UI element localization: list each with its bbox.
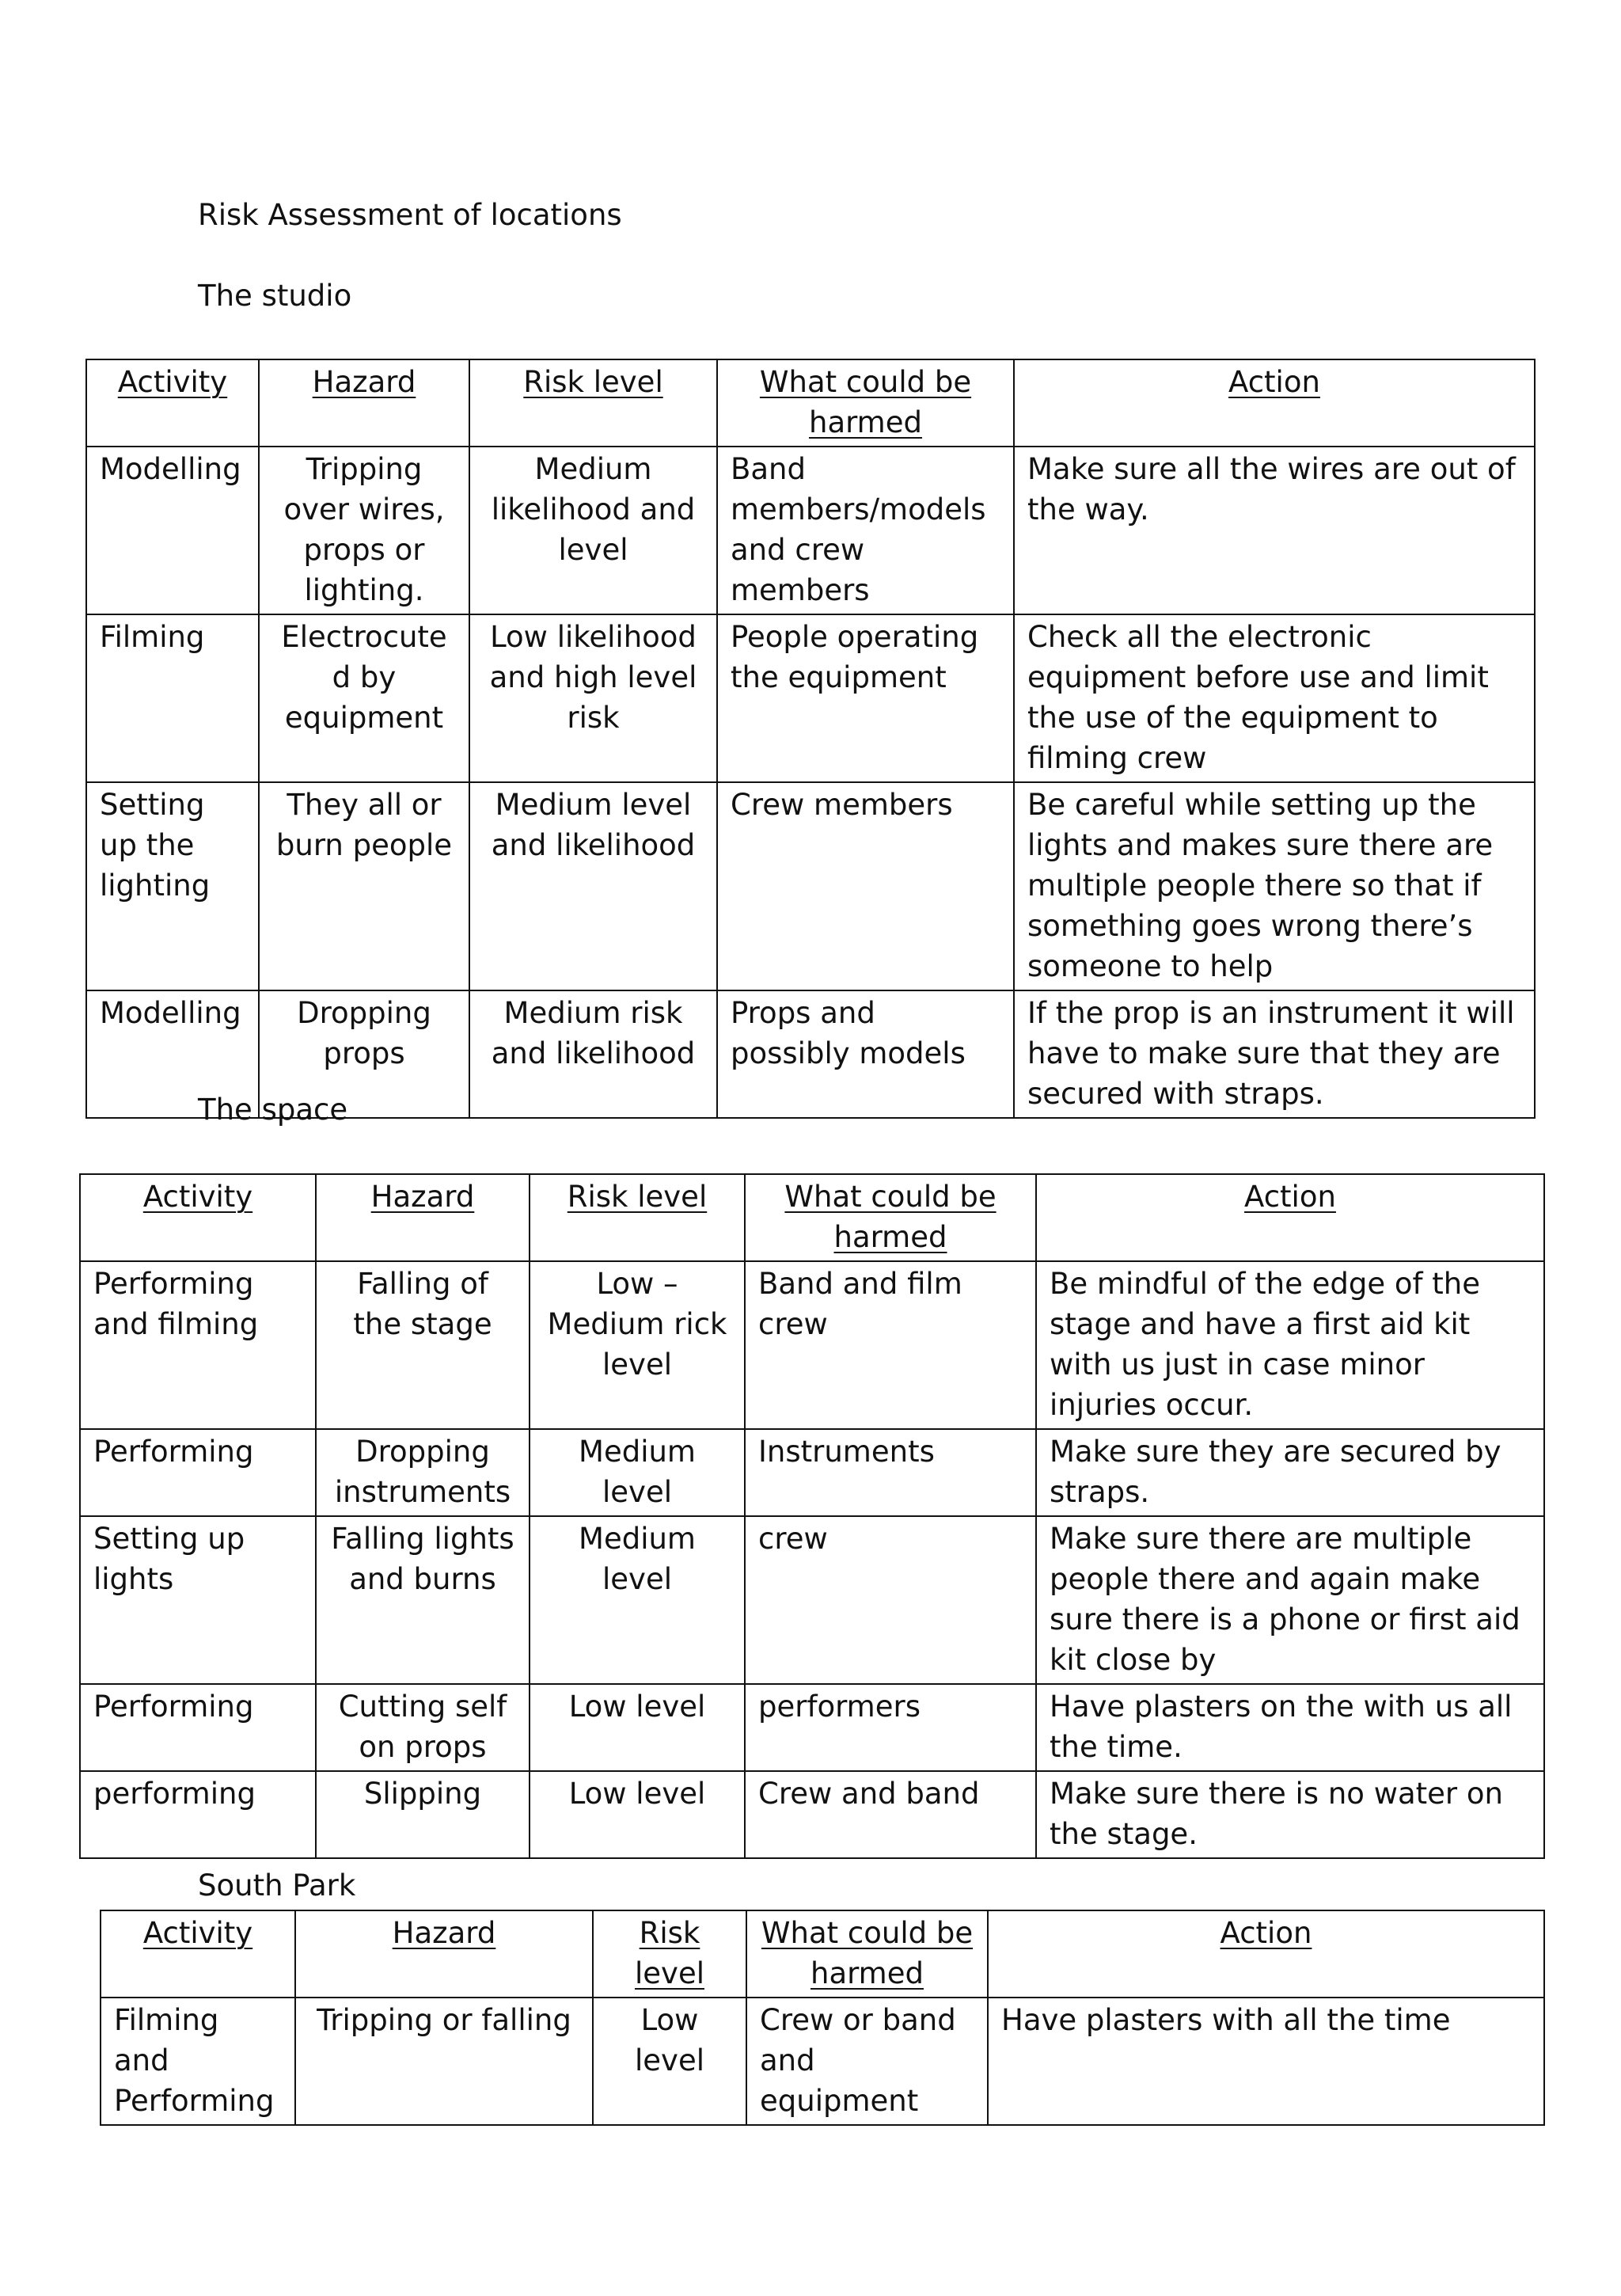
cell-activity: Filming [86,614,259,782]
cell-action: Have plasters on the with us all the time. [1036,1684,1544,1771]
table-row [80,1684,1544,1771]
cell-activity: Setting up the lighting [86,782,259,990]
cell-activity: Performing and filming [80,1261,316,1429]
cell-action: Make sure there are multiple people there and again make sure there is a phone or first aid kit close by [1036,1516,1544,1684]
cell-harmed: performers [745,1684,1036,1771]
header-what-could-be-harmed: What could be harmed [717,359,1014,447]
section-heading-south-park: South Park [198,1868,356,1903]
cell-action: Check all the electronic equipment before use and limit the use of the equipment to filming crew [1014,614,1535,782]
table-row [101,1998,1544,2125]
header-hazard: Hazard [295,1910,593,1998]
cell-action: Make sure there is no water on the stage. [1036,1771,1544,1858]
cell-action: If the prop is an instrument it will have to make sure that they are secured with straps. [1014,990,1535,1118]
cell-risk-level: Low level [593,1998,746,2125]
header-activity: Activity [80,1174,316,1261]
table-header-row [80,1174,1544,1261]
cell-hazard: Cutting self on props [316,1684,530,1771]
cell-activity: Modelling [86,447,259,614]
cell-harmed: Crew members [717,782,1014,990]
table-row [80,1516,1544,1684]
header-hazard: Hazard [316,1174,530,1261]
cell-hazard: They all or burn people [259,782,469,990]
risk-table-studio [85,359,1536,1119]
cell-activity: Modelling [86,990,259,1118]
cell-action: Have plasters with all the time [988,1998,1544,2125]
risk-table-south-park [100,1910,1545,2126]
section-heading-space: The space [198,1093,348,1127]
cell-activity: Filming and Performing [101,1998,295,2125]
header-action: Action [988,1910,1544,1998]
cell-action: Make sure all the wires are out of the way. [1014,447,1535,614]
cell-hazard: Tripping or falling [295,1998,593,2125]
cell-risk-level: Low level [530,1684,745,1771]
cell-action: Be mindful of the edge of the stage and have a first aid kit with us just in case minor injuries occur. [1036,1261,1544,1429]
header-activity: Activity [101,1910,295,1998]
cell-harmed: Props and possibly models [717,990,1014,1118]
cell-hazard: Dropping instruments [316,1429,530,1516]
table-row [80,1429,1544,1516]
cell-risk-level: Low likelihood and high level risk [469,614,717,782]
cell-harmed: Crew or band and equipment [746,1998,988,2125]
header-hazard: Hazard [259,359,469,447]
cell-hazard: Falling lights and burns [316,1516,530,1684]
header-what-could-be-harmed: What could be harmed [746,1910,988,1998]
table-row [86,614,1535,782]
header-action: Action [1014,359,1535,447]
header-activity: Activity [86,359,259,447]
cell-action: Make sure they are secured by straps. [1036,1429,1544,1516]
table-row [86,782,1535,990]
cell-risk-level: Medium level and likelihood [469,782,717,990]
header-risk-level: Risk level [469,359,717,447]
cell-harmed: Crew and band [745,1771,1036,1858]
cell-risk-level: Low – Medium rick level [530,1261,745,1429]
table-row [86,447,1535,614]
cell-activity: Performing [80,1684,316,1771]
cell-risk-level: Medium level [530,1429,745,1516]
cell-hazard: Tripping over wires, props or lighting. [259,447,469,614]
header-risk-level: Risk level [530,1174,745,1261]
table-header-row [101,1910,1544,1998]
cell-risk-level: Low level [530,1771,745,1858]
cell-harmed: Band members/models and crew members [717,447,1014,614]
cell-risk-level: Medium level [530,1516,745,1684]
table-header-row [86,359,1535,447]
header-action: Action [1036,1174,1544,1261]
cell-risk-level: Medium likelihood and level [469,447,717,614]
section-heading-studio: The studio [198,279,352,313]
cell-harmed: crew [745,1516,1036,1684]
cell-harmed: People operating the equipment [717,614,1014,782]
cell-harmed: Instruments [745,1429,1036,1516]
header-risk-level: Risk level [593,1910,746,1998]
risk-table-space [79,1173,1545,1859]
cell-activity: Setting up lights [80,1516,316,1684]
cell-risk-level: Medium risk and likelihood [469,990,717,1118]
table-row [80,1261,1544,1429]
header-what-could-be-harmed: What could be harmed [745,1174,1036,1261]
cell-hazard: Falling of the stage [316,1261,530,1429]
table-row [80,1771,1544,1858]
cell-action: Be careful while setting up the lights and makes sure there are multiple people there so that if something goes wrong there’s someone to help [1014,782,1535,990]
cell-hazard: Electrocuted by equipment [259,614,469,782]
cell-hazard: Slipping [316,1771,530,1858]
document-title: Risk Assessment of locations [198,198,622,232]
cell-activity: Performing [80,1429,316,1516]
cell-activity: performing [80,1771,316,1858]
cell-hazard: Dropping props [259,990,469,1118]
cell-harmed: Band and film crew [745,1261,1036,1429]
